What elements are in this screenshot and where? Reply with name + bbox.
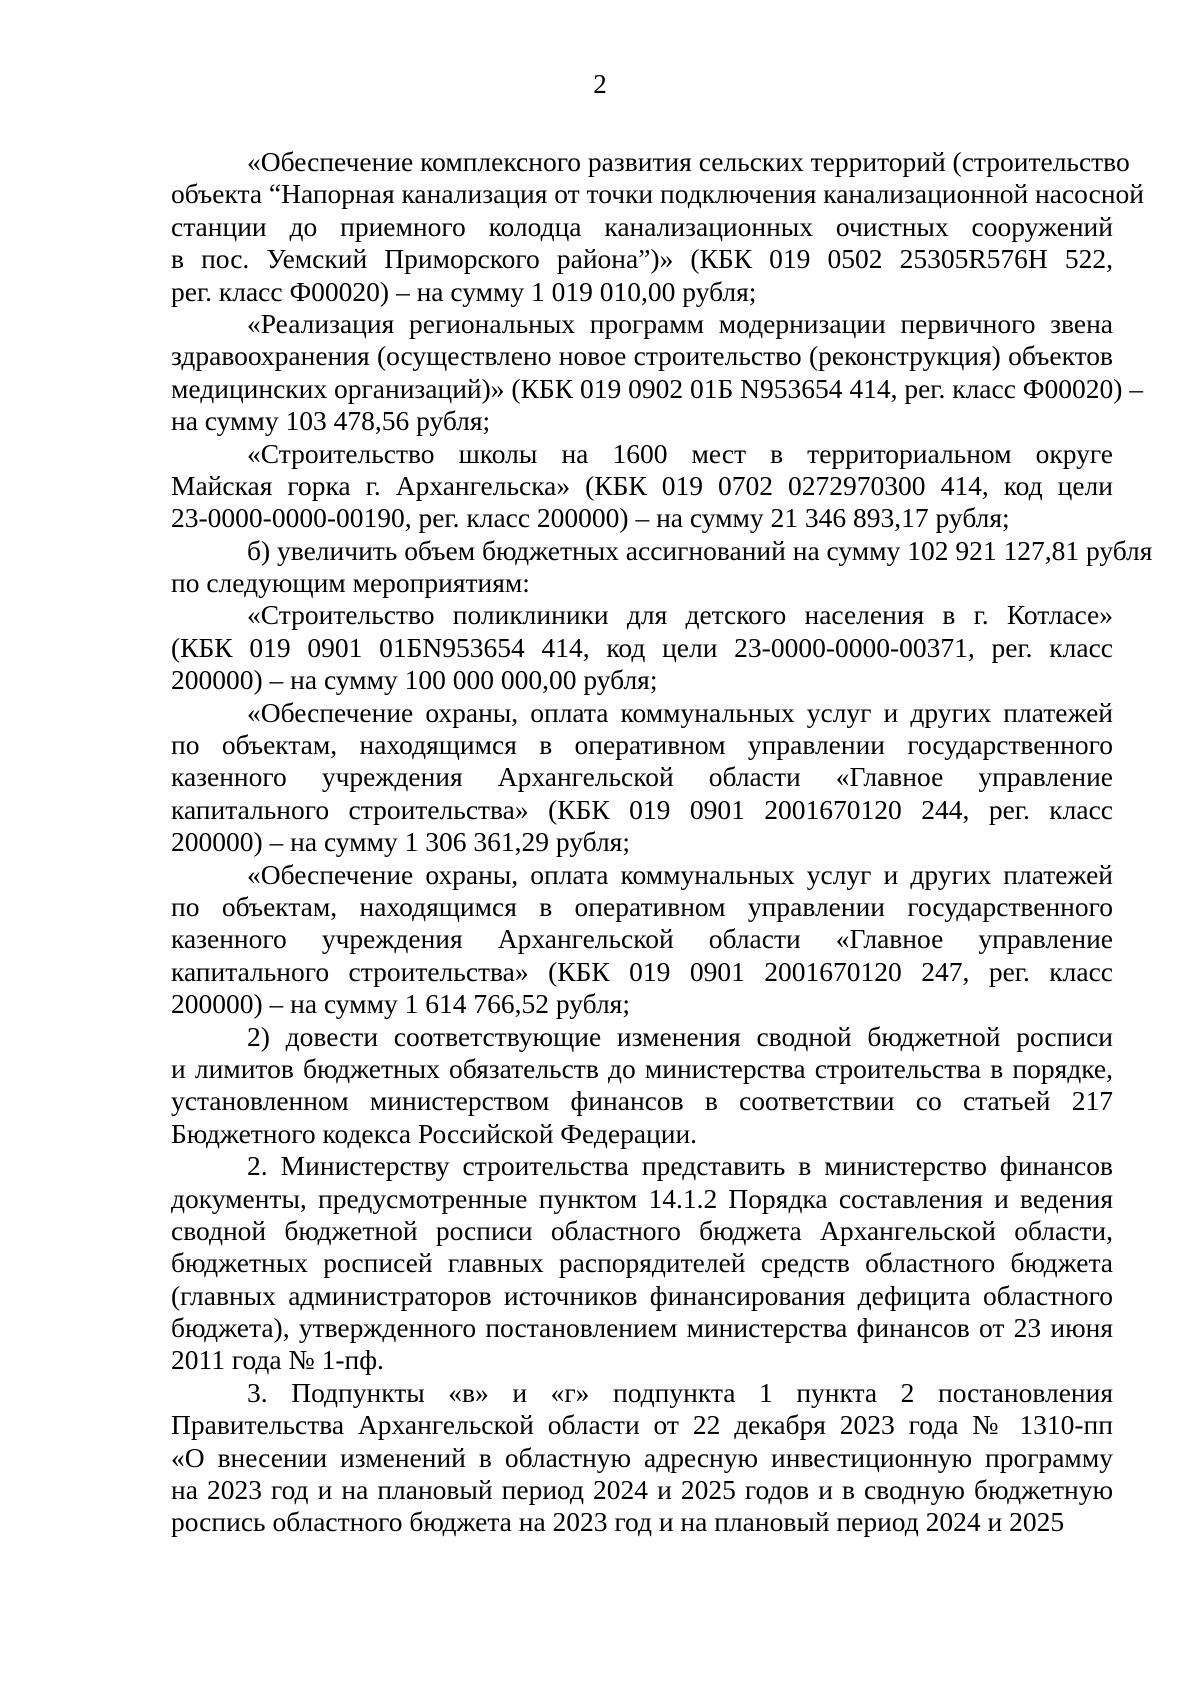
paragraph-security-247 [171, 859, 1113, 1021]
text-line: (КБК 019 0901 01БN953654 414, код цели 23-0000-0000-00371, рег. класс [171, 631, 1113, 663]
text-line: (главных администраторов источников финансирования дефицита областного [171, 1279, 1113, 1311]
paragraph-healthcare [171, 307, 1144, 438]
text-line: «Обеспечение охраны, оплата коммунальных услуг и других платежей [247, 696, 1113, 728]
text-line: установленном министерством финансов в соответствии со статьей 217 [171, 1085, 1113, 1117]
text-line: 200000) – на сумму 100 000 000,00 рубля; [171, 664, 658, 696]
text-line: по объектам, находящимся в оперативном управлении государственного [171, 890, 1113, 922]
text-line: и лимитов бюджетных обязательств до министерства строительства в порядке, [171, 1052, 1113, 1084]
page-number: 2 [593, 69, 607, 99]
text-line: на сумму 103 478,56 рубля; [171, 405, 491, 437]
text-line: капитального строительства» (КБК 019 0901 2001670120 247, рег. класс [171, 955, 1113, 987]
text-line: здравоохранения (осуществлено новое строительство (реконструкция) объектов [171, 340, 1113, 372]
text-line: роспись областного бюджета на 2023 год и на плановый период 2024 и 2025 [171, 1506, 1065, 1538]
paragraph-sewer [171, 146, 1145, 308]
text-line: 3. Подпункты «в» и «г» подпункта 1 пункта 2 постановления [247, 1376, 1113, 1408]
text-line: 2011 года № 1-пф. [171, 1344, 384, 1376]
text-line: Правительства Архангельской области от 22 декабря 2023 года № 1310-пп [171, 1409, 1113, 1441]
text-line: рег. класс Ф00020) – на сумму 1 019 010,00 рубля; [171, 275, 757, 307]
text-line: «О внесении изменений в областную адресную инвестиционную программу [171, 1441, 1113, 1473]
text-line: объекта “Напорная канализация от точки подключения канализационной насосной [171, 178, 1145, 210]
text-line: 23-0000-0000-00190, рег. класс 200000) – на сумму 21 346 893,17 рубля; [171, 502, 1010, 534]
document-body [171, 146, 1153, 1539]
text-line: «Строительство поликлиники для детского населения в г. Котласе» [247, 599, 1113, 631]
paragraph-school [171, 438, 1113, 535]
paragraph-security-244 [171, 697, 1113, 859]
paragraph-item-2 [171, 1150, 1113, 1377]
text-line: станции до приемного колодца канализационных очистных сооружений [171, 210, 1113, 242]
text-line: на 2023 год и на плановый период 2024 и 2025 годов и в сводную бюджетную [171, 1474, 1113, 1506]
text-line: казенного учреждения Архангельской области «Главное управление [171, 761, 1113, 793]
text-line: бюджета), утвержденного постановлением министерства финансов от 23 июня [171, 1312, 1113, 1344]
text-line: медицинских организаций)» (КБК 019 0902 01Б N953654 414, рег. класс Ф00020) – [171, 372, 1144, 404]
text-line: «Обеспечение охраны, оплата коммунальных услуг и других платежей [247, 858, 1113, 890]
text-line: 2) довести соответствующие изменения сводной бюджетной росписи [247, 1020, 1113, 1052]
text-line: по объектам, находящимся в оперативном управлении государственного [171, 729, 1113, 761]
text-line: «Обеспечение комплексного развития сельских территорий (строительство [247, 146, 1130, 177]
text-line: 2. Министерству строительства представить в министерство финансов [247, 1150, 1113, 1182]
text-line: 200000) – на сумму 1 614 766,52 рубля; [171, 988, 630, 1020]
paragraph-item-3 [171, 1377, 1113, 1539]
text-line: сводной бюджетной росписи областного бюджета Архангельской области, [171, 1214, 1113, 1246]
text-line: в пос. Уемский Приморского района”)» (КБК 019 0502 25305R576H 522, [171, 243, 1113, 275]
text-line: Бюджетного кодекса Российской Федерации. [171, 1117, 698, 1149]
text-line: по следующим мероприятиям: [171, 567, 530, 599]
paragraph-limits [171, 1021, 1113, 1151]
paragraph-increase [171, 534, 1153, 600]
text-line: 200000) – на сумму 1 306 361,29 рубля; [171, 826, 630, 858]
paragraph-clinic [171, 599, 1113, 696]
text-line: капитального строительства» (КБК 019 0901 2001670120 244, рег. класс [171, 793, 1113, 825]
text-line: б) увеличить объем бюджетных ассигнований на сумму 102 921 127,81 рубля [247, 534, 1153, 566]
text-line: бюджетных росписей главных распорядителей средств областного бюджета [171, 1247, 1113, 1279]
text-line: «Реализация региональных программ модернизации первичного звена [247, 307, 1113, 339]
text-line: «Строительство школы на 1600 мест в территориальном округе [247, 437, 1113, 469]
text-line: документы, предусмотренные пунктом 14.1.2 Порядка составления и ведения [171, 1182, 1113, 1214]
text-line: Майская горка г. Архангельска» (КБК 019 0702 0272970300 414, код цели [171, 469, 1113, 501]
text-line: казенного учреждения Архангельской области «Главное управление [171, 923, 1113, 955]
